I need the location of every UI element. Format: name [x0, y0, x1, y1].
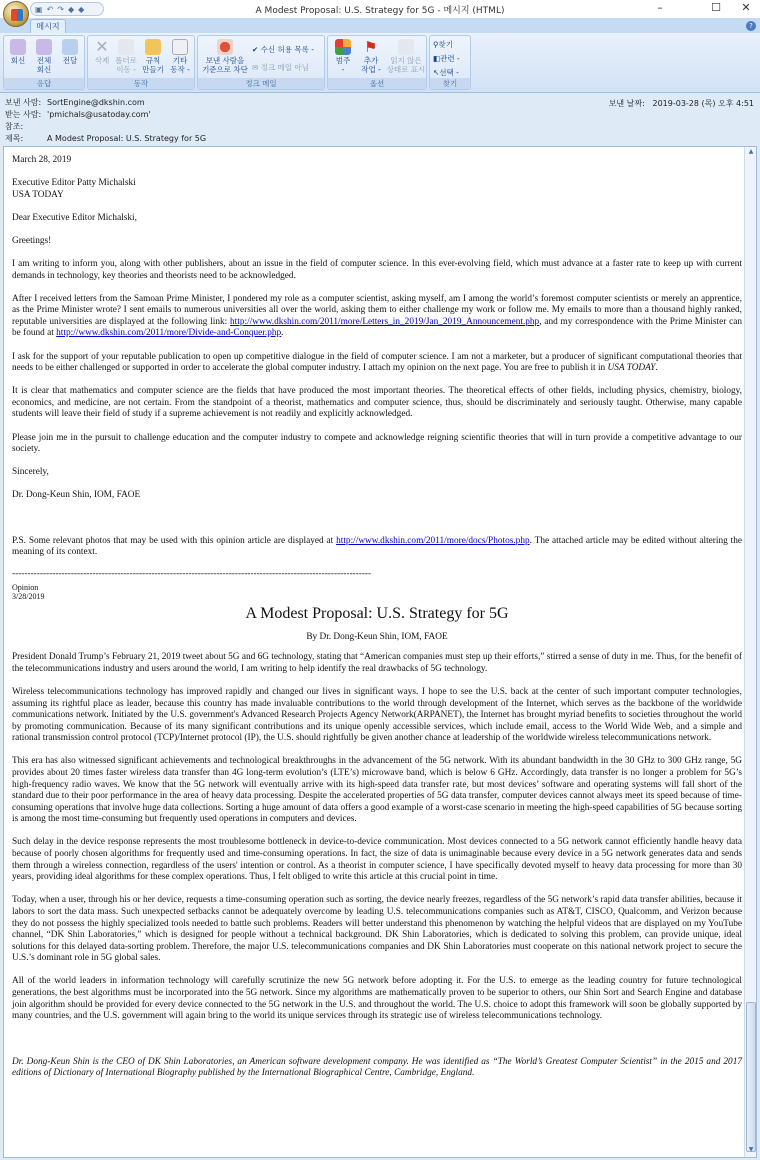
article-paragraph: This era has also witnessed significant achievements and technological breakthroughs in the advancement of the 5G network. With its abundant bandwidth in the 30 GHz to 300 GHz range, 5G provides about 20 times faster wireless data transfer than 4G long-term evolution’s (LTE’s) microwave band, which is below 6 GHz. Accordingly, data transfer is no longer a problem for 5G’s high-frequency radio waves. We know that the 5G network will eventually arrive with its high-speed data transfer rate, but most devices’ software and operating systems will fall short of the standard due to their poor performance in the area of heavy data processing. Despite the accelerated properties of 5G data transfer, computer devices cannot always meet its speed because of time-consuming operations that involve huge data collections. Sorting a huge amount of data offers a good example of a worst-case scenario in meeting the high-speed capabilities of 5G because sorting is among the most time-consuming but frequently used operations in computers and devices.: [12, 756, 742, 825]
letters-link[interactable]: http://www.dkshin.com/2011/more/Letters_in_2019/Jan_2019_Announcement.php: [230, 316, 540, 327]
photos-link[interactable]: http://www.dkshin.com/2011/more/docs/Photos.php: [336, 535, 530, 546]
group-find: [429, 35, 471, 90]
group-label: 응답: [4, 78, 84, 89]
ribbon: [0, 33, 760, 93]
block-sender-button[interactable]: 보낸 사람을 기준으로 차단: [200, 39, 250, 74]
redo-icon[interactable]: ↷: [57, 4, 64, 14]
folder-move-icon: [118, 39, 134, 55]
paragraph: I am writing to inform you, along with other publishers, about an issue in the field of computer science. In this ever-evolving field, which must advance at a faster rate to keep up with current demands in technology, key theories and theorists need to be acknowledged.: [12, 258, 742, 281]
not-junk-button[interactable]: ✉ 정크 메일 아님: [252, 63, 309, 72]
divider: --------------------------------------------------------------------------------------------------------------------: [12, 569, 372, 580]
other-actions-button[interactable]: 기타 동작 -: [168, 39, 192, 74]
delete-icon: ✕: [95, 37, 109, 56]
mark-unread-button[interactable]: 읽지 않은 상태로 표시: [386, 39, 426, 74]
article-paragraph: Wireless telecommunications technology has improved rapidly and changed our lives in significant ways. I hope to see the U.S. back at the center of such important computer technologies, assuming its rightful place as leader, because this country has made invaluable contributions to the world through development of the Internet, which serves as the backbone of the worldwide communications network. Initiated by the U.S. government's Advanced Research Projects Agency Network(ARPANET), the Internet has brought myriad benefits to societies throughout the world by promoting communication. Because of its many significant contributions and its unique openly accessible services, which include email, access to the World Wide Web, and a simple and rational transmission control protocol (TCP)/Internet protocol (IP), the U.S. should rightfully be given another chance at leadership of the worldwide wireless telecommunications network.: [12, 686, 742, 744]
article-date: 3/28/2019: [12, 592, 45, 602]
article-paragraph: Today, when a user, through his or her device, requests a time-consuming operation such as sorting, the device nearly freezes, regardless of the 5G network’s rapid data transfer abilities, because it labors to sort the data mass. Such unexpected setbacks cannot be adequately overcome by leading U.S. telecommunications companies such as AT&T, CISCO, Qualcomm, and Verizon because they do not possess the highly specialized tools needed to battle such problems. Readers will better understand this phenomenon by watching the helpful videos that are displayed on my YouTube channel, “DK Shin Laboratories,” which is designed for people without a technical background. DK Shin Laboratories, which is dedicated to solving this problem, can provide unique, ideal solutions for this delayed data-sorting problem. Therefore, the major U.S. telecommunications companies and DK Shin Laboratories must cooperate on this national network project to secure the U.S.’s dominant role in 5G global sales.: [12, 895, 742, 964]
related-button[interactable]: ◧관련 -: [433, 54, 460, 63]
sent-date: 보낸 날짜: 2019-03-28 (목) 오후 4:51: [608, 99, 754, 108]
group-respond: [3, 35, 85, 90]
delete-button[interactable]: ✕ 삭제: [94, 37, 110, 65]
group-label: 찾기: [430, 78, 470, 89]
follow-up-button[interactable]: ⚑ 추가 작업 -: [361, 38, 381, 74]
forward-button[interactable]: 전달: [59, 39, 81, 65]
message-header: [0, 94, 760, 146]
recipient-address: Executive Editor Patty Michalski USA TODAY: [12, 178, 136, 200]
find-button[interactable]: ⚲찾기: [433, 40, 453, 49]
safe-list-button[interactable]: ✔ 수신 허용 목록 -: [252, 45, 314, 54]
article-section: Opinion: [12, 582, 39, 592]
message-body: [3, 146, 757, 1158]
scrollbar-thumb[interactable]: [746, 1002, 756, 1152]
rule-folder-icon: [145, 39, 161, 55]
greeting: Greetings!: [12, 235, 52, 246]
paragraph: I ask for the support of your reputable publication to open up competitive dialogue in the field of computer science. I am not a marketer, but a producer of significant computational theories that needs to be either challenged or supported in order to accelerate the global computer industry. I attach my opinion on the next page. You are free to publish it in USA TODAY.: [12, 351, 742, 374]
cc-row: 참조:: [5, 122, 24, 131]
title-bar: [0, 0, 760, 18]
closing: Sincerely,: [12, 467, 49, 478]
flag-icon: ⚑: [365, 38, 377, 56]
select-button[interactable]: ↖선택 -: [433, 68, 459, 77]
article-byline: By Dr. Dong-Keun Shin, IOM, FAOE: [306, 631, 448, 642]
letter-date: March 28, 2019: [12, 155, 72, 165]
mail-icon: ✉: [252, 63, 261, 72]
from-row: 보낸 사람: SortEngine@dkshin.com: [5, 98, 145, 107]
document-icon: [172, 39, 188, 55]
article-paragraph: Such delay in the device response represents the most troublesome bottleneck in device-to-device communication. Most devices connected to a 5G network cannot efficiently handle heavy data because of poorly chosen algorithms for frequently used and time-consuming operations. In fact, the size of data is unimaginable because every device in a 5G network generates data and sends them through a wireless connection, regardless of the users' intention or control. As a theorist in computer science, I have specifically devoted myself to heavy data processing for more than 30 years, providing ideal algorithms for these complex operations. Thus, I felt obliged to write this article at this crucial point in time.: [12, 837, 742, 883]
group-actions: [87, 35, 195, 90]
paragraph: After I received letters from the Samoan Prime Minister, I pondered my role as a computer scientist, asking myself, am I among the world’s foremost computer scientists or merely an apprentice, as the Prime Minister wrote? I sent emails to numerous universities all over the world, asking them to either challenge my work or follow me. My emails to more than a thousand highly ranked, reputable universities are displayed at the following link: http://www.dkshin.com/2011/more/Letters_in_2019/Jan_2019_Announcement.php, and my correspondence with the Prime Minister can be found at http://www.dkshin.com/2011/more/Divide-and-Conquer.php.: [12, 293, 742, 339]
article-paragraph: President Donald Trump’s February 21, 2019 tweet about 5G and 6G technology, stating that “American companies must step up their efforts,” stirred a sense of duty in me. Thus, for the benefit of the telecommunications industry and users around the world, I am writing to help identify the real drawbacks of 5G technology.: [12, 652, 742, 674]
signature: Dr. Dong-Keun Shin, IOM, FAOE: [12, 490, 141, 501]
group-label: 옵션: [328, 78, 426, 89]
message-content: [12, 155, 742, 1091]
tab-message[interactable]: 메시지: [30, 19, 66, 34]
from-address[interactable]: SortEngine@dkshin.com: [47, 98, 145, 107]
related-icon: ◧: [433, 54, 441, 63]
to-address[interactable]: 'pmichals@usatoday.com': [47, 110, 151, 119]
undo-icon[interactable]: ↶: [46, 4, 54, 14]
scroll-down-icon[interactable]: ▼: [748, 1146, 754, 1153]
paragraph: It is clear that mathematics and computer science are the fields that have produced the most important theories. The theoretical effects of other fields, including physics, chemistry, biology, economics, and medicine, are not certain. From the standpoint of a theorist, mathematics and computer science, thus, should be discriminately and seriously taught. Otherwise, many capable students will leave their field of study if a supreme achievement is not readily and explicitly acknowledged.: [12, 386, 742, 420]
categorize-icon: [335, 39, 351, 55]
window-title: A Modest Proposal: U.S. Strategy for 5G - 메시지 (HTML): [255, 6, 505, 16]
cursor-icon: ↖: [433, 68, 440, 77]
subject-row: 제목: A Modest Proposal: U.S. Strategy for 5G: [5, 134, 207, 143]
author-bio: Dr. Dong-Keun Shin is the CEO of DK Shin Laboratories, an American software development company. He was identified as “The World’s Greatest Computer Scientist” in the 2015 and 2017 editions of Dictionary of International Biography published by the International Biographical Centre, Cambridge, England.: [12, 1056, 742, 1079]
reply-icon: [10, 39, 26, 55]
article-paragraph: All of the world leaders in information technology will carefully scrutinize the new 5G network before adopting it. For the U.S. to emerge as the leading country for future technological generations, the best algorithms must be incorporated into the 5G network. Since my algorithms are mathematically proven to be superior to others, our Shin Sort and Search Engine and database join algorithm should be provided for every device connected to the 5G network in the U.S. and throughout the world. The U.S. choice to adopt this framework will soon be globally supported by many countries, and the U.S. government will again bring to the world its unique services through its strategic use of wireless telecommunications technology.: [12, 976, 742, 1022]
safe-list-icon: ✔: [252, 45, 261, 54]
reply-all-button[interactable]: 전체 회신: [32, 39, 56, 74]
categorize-button[interactable]: 범주 -: [331, 39, 355, 74]
next-icon[interactable]: ◆: [78, 4, 85, 14]
binoculars-icon: ⚲: [433, 40, 439, 49]
maximize-button[interactable]: ☐: [711, 1, 721, 14]
minimize-button[interactable]: –: [657, 1, 663, 14]
move-to-folder-button[interactable]: 폴더로 이동 -: [114, 39, 138, 74]
previous-icon[interactable]: ◆: [67, 4, 75, 14]
postscript: P.S. Some relevant photos that may be used with this opinion article are displayed at http://www.dkshin.com/2011/more/docs/Photos.php. The attached article may be edited without altering the meaning of its context.: [12, 535, 742, 558]
subject: A Modest Proposal: U.S. Strategy for 5G: [47, 134, 207, 143]
vertical-scrollbar[interactable]: [744, 147, 756, 1157]
office-button[interactable]: [3, 1, 29, 27]
close-button[interactable]: ✕: [741, 1, 751, 14]
group-junk-mail: [197, 35, 325, 90]
group-label: 정크 메일: [198, 78, 324, 89]
to-row: 받는 사람: 'pmichals@usatoday.com': [5, 110, 151, 119]
article-title: A Modest Proposal: U.S. Strategy for 5G: [245, 604, 509, 622]
reply-button[interactable]: 회신: [7, 39, 29, 65]
save-icon[interactable]: ▣: [35, 4, 43, 14]
reply-all-icon: [36, 39, 52, 55]
forward-icon: [62, 39, 78, 55]
divide-and-conquer-link[interactable]: http://www.dkshin.com/2011/more/Divide-and-Conquer.php: [56, 328, 282, 339]
group-options: [327, 35, 427, 90]
paragraph: Please join me in the pursuit to challenge education and the computer industry to compete and acknowledge reigning scientific theories that will in turn provide a competitive advantage to our society.: [12, 432, 742, 455]
group-label: 동작: [88, 78, 194, 89]
envelope-icon: [398, 39, 414, 55]
create-rule-button[interactable]: 규칙 만들기: [141, 39, 165, 74]
ribbon-tab-row: [0, 18, 760, 33]
scroll-up-icon[interactable]: ▲: [748, 148, 754, 155]
salutation: Dear Executive Editor Michalski,: [12, 212, 137, 223]
help-icon[interactable]: ?: [746, 21, 756, 31]
office-logo-icon: [11, 9, 23, 21]
block-sender-icon: [217, 39, 233, 55]
